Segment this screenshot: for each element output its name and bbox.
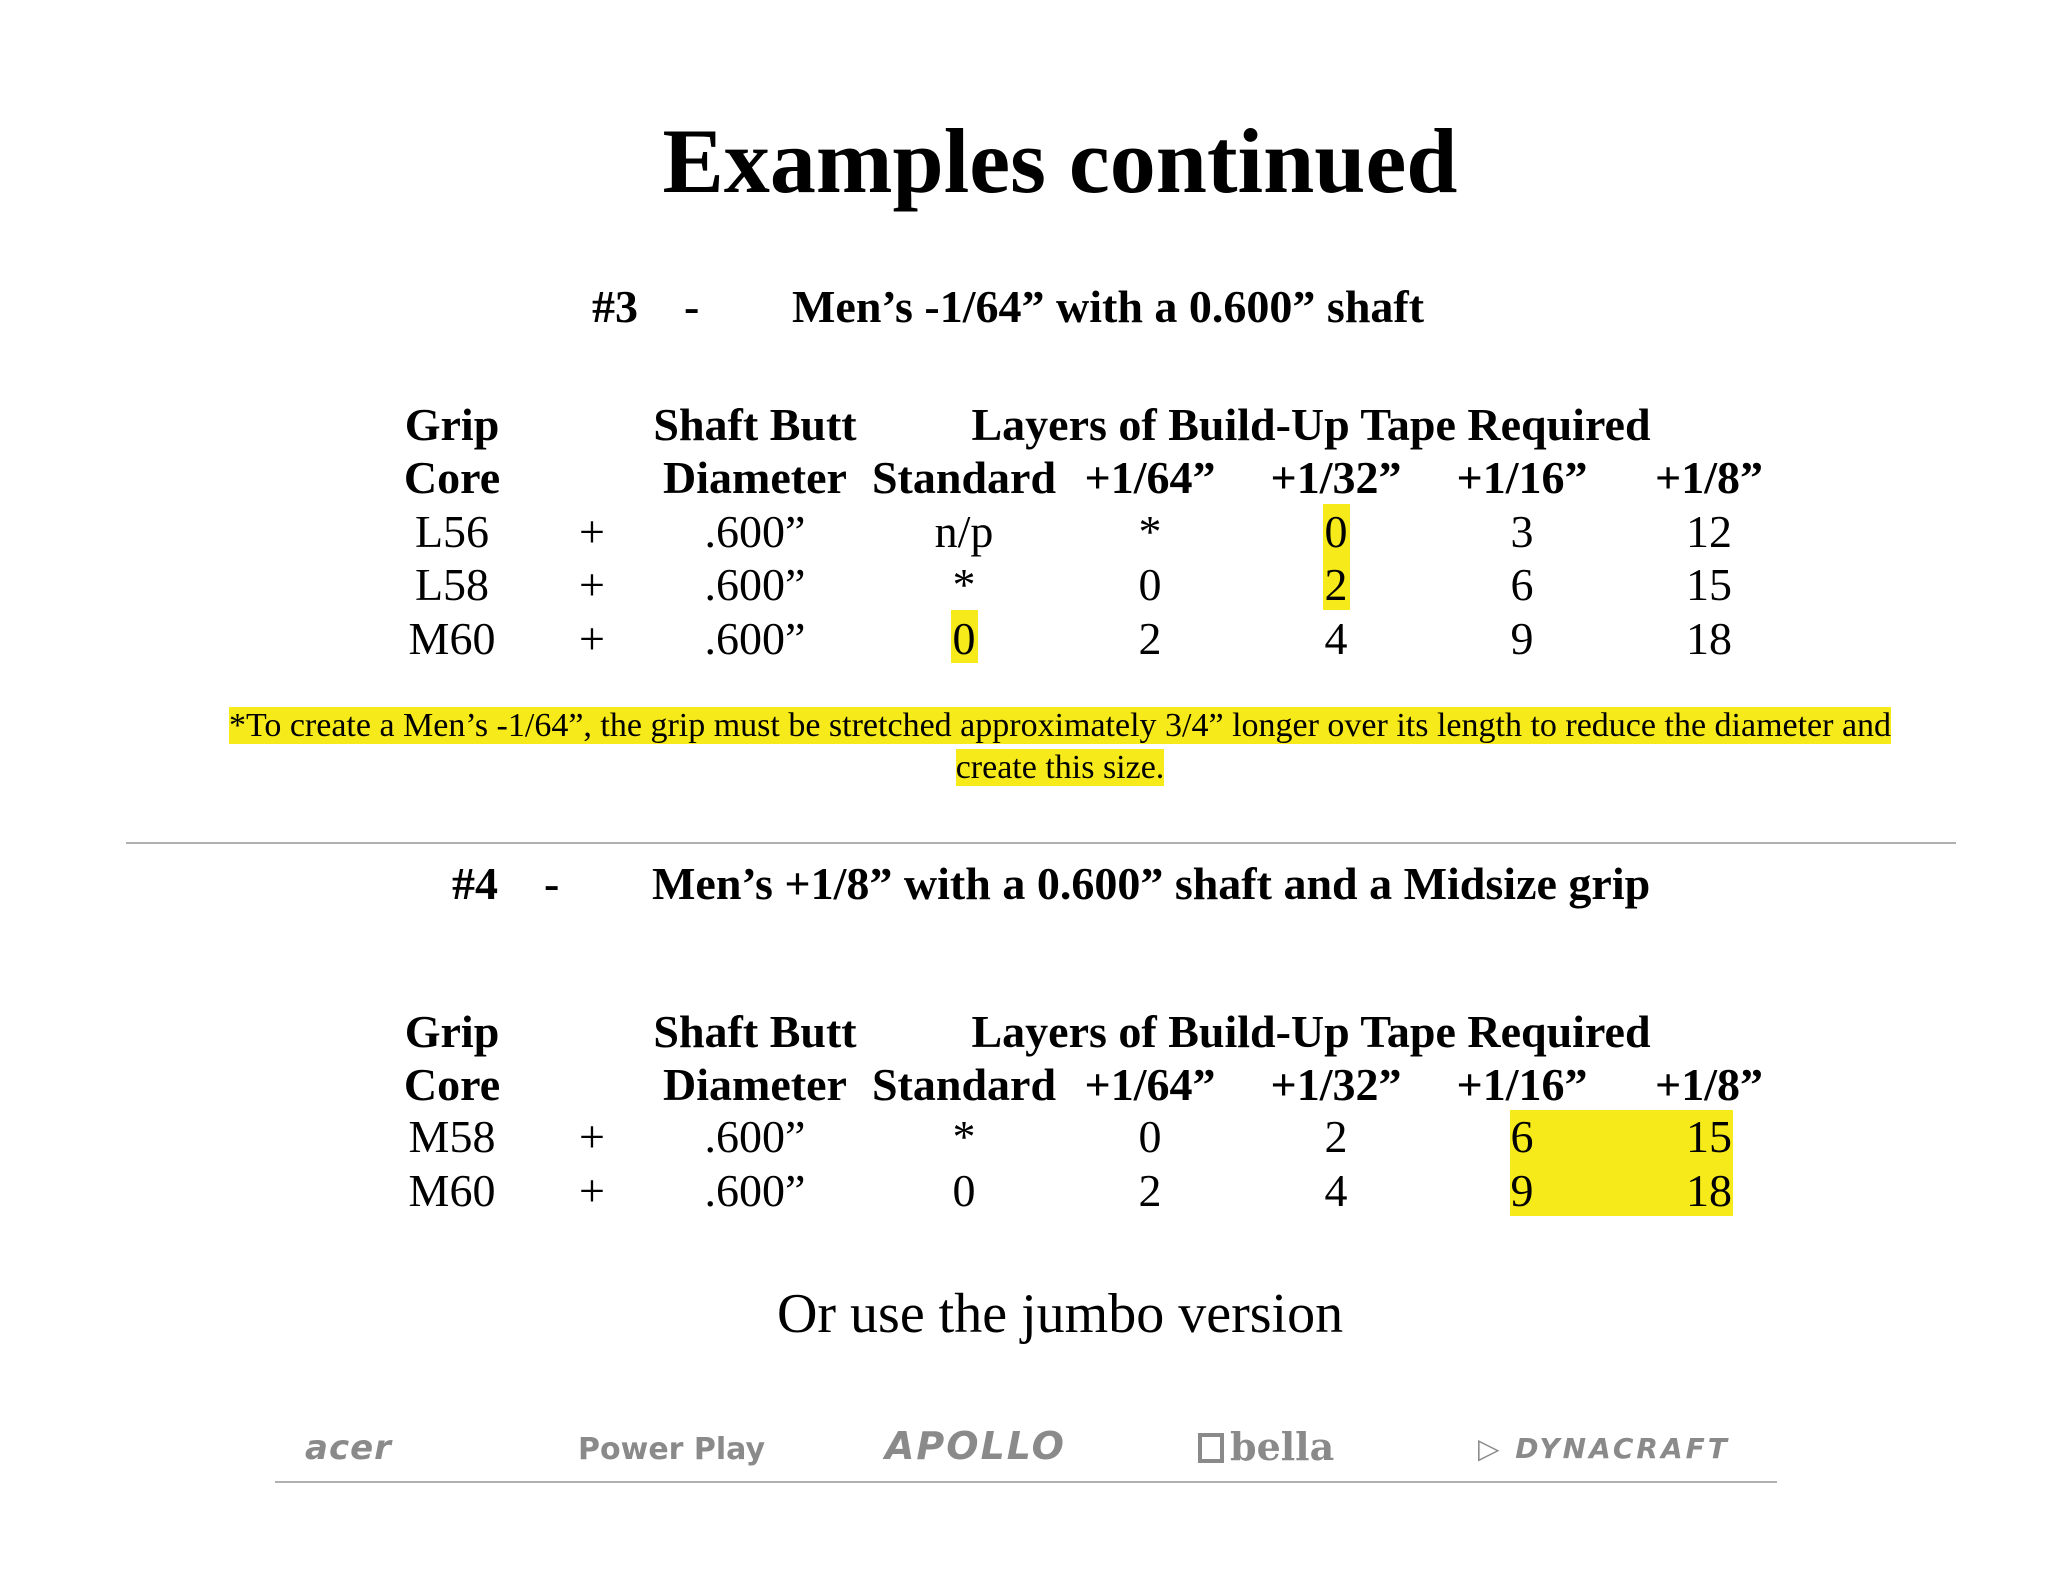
table-cell-1-32: 2 [1324,1111,1348,1162]
stretch-note-line-1: *To create a Men’s -1/64”, the grip must be stretched approximately 3/4” longer over its length to reduce the diameter and [228,707,1892,744]
header-plus-1-32: +1/32” [1270,1059,1402,1110]
header-diameter: Diameter [663,1059,847,1110]
stretch-note-line-2: create this size. [955,749,1165,786]
table-cell-1-32: 4 [1324,1165,1348,1216]
table-cell-1-16: 3 [1510,506,1534,557]
table-cell-1-64: 2 [1138,613,1162,664]
dynacraft-arrow-icon: ▷ [1478,1432,1503,1465]
table-cell-diameter: .600” [704,506,806,557]
table-cell-standard: n/p [934,506,994,557]
stretch-note [0,705,2048,789]
table-cell-diameter: .600” [704,1165,806,1216]
table-cell-1-64: 2 [1138,1165,1162,1216]
header-grip: Grip [404,1006,500,1057]
header-plus-1-32: +1/32” [1270,452,1402,503]
table-cell-1-16: 9 [1510,1165,1534,1216]
header-standard: Standard [871,452,1057,503]
header-layers: Layers of Build-Up Tape Required [971,1006,1651,1057]
table-cell-core: M60 [408,613,496,664]
bella-logo-text: bella [1230,1424,1335,1469]
dynacraft-logo-text: DYNACRAFT [1515,1432,1730,1465]
table-cell-plus: + [579,506,605,557]
table-cell-core: M60 [408,1165,496,1216]
header-core: Core [403,1059,501,1110]
table-cell-1-8: 18 [1686,613,1732,664]
example-3-dash: - [684,281,700,332]
header-diameter: Diameter [663,452,847,503]
apollo-logo: APOLLO [885,1424,1066,1468]
bella-square-icon [1198,1433,1224,1463]
header-grip: Grip [404,399,500,450]
header-plus-1-8: +1/8” [1655,1059,1763,1110]
table-cell-standard: * [952,559,976,610]
table-cell-standard: 0 [952,1165,976,1216]
table-cell-1-16: 9 [1510,613,1534,664]
table-cell-plus: + [579,559,605,610]
table-cell-core: L56 [414,506,490,557]
header-shaft-butt: Shaft Butt [653,399,857,450]
table-cell-core: M58 [408,1111,496,1162]
header-plus-1-16: +1/16” [1456,1059,1588,1110]
header-plus-1-64: +1/64” [1084,452,1216,503]
table-cell-standard: 0 [952,613,976,664]
header-plus-1-64: +1/64” [1084,1059,1216,1110]
table-cell-plus: + [579,613,605,664]
acer-logo: acer [305,1428,392,1468]
example-3-description: Men’s -1/64” with a 0.600” shaft [792,281,1425,332]
table-cell-1-32: 2 [1324,559,1348,610]
table-cell-1-8: 12 [1686,506,1732,557]
table-cell-1-32: 4 [1324,613,1348,664]
table-cell-plus: + [579,1165,605,1216]
header-layers: Layers of Build-Up Tape Required [971,399,1651,450]
table-cell-1-8: 15 [1686,559,1732,610]
example-4-number: #4 [452,858,498,909]
dynacraft-logo [1478,1432,1730,1465]
header-core: Core [403,452,501,503]
page-title: Examples continued [662,110,1458,212]
header-standard: Standard [871,1059,1057,1110]
table-cell-core: L58 [414,559,490,610]
table-cell-1-32: 0 [1324,506,1348,557]
table-cell-1-8: 18 [1686,1165,1732,1216]
header-shaft-butt: Shaft Butt [653,1006,857,1057]
table-cell-1-16: 6 [1510,1111,1534,1162]
table-cell-1-16: 6 [1510,559,1534,610]
table-cell-diameter: .600” [704,613,806,664]
powerplay-logo: Power Play [578,1432,766,1467]
table-cell-plus: + [579,1111,605,1162]
header-plus-1-8: +1/8” [1655,452,1763,503]
jumbo-version-text: Or use the jumbo version [776,1283,1344,1345]
table-cell-diameter: .600” [704,1111,806,1162]
table-cell-diameter: .600” [704,559,806,610]
section-divider [126,842,1956,844]
table-cell-1-8: 15 [1686,1111,1732,1162]
example-4-description: Men’s +1/8” with a 0.600” shaft and a Midsize grip [652,858,1651,909]
table-cell-standard: * [952,1111,976,1162]
table-cell-1-64: 0 [1138,559,1162,610]
example-4-dash: - [544,858,560,909]
logos-baseline-rule [275,1481,1777,1483]
example-3-number: #3 [592,281,638,332]
header-plus-1-16: +1/16” [1456,452,1588,503]
table-cell-1-64: * [1138,506,1162,557]
table-cell-1-64: 0 [1138,1111,1162,1162]
bella-logo [1198,1424,1334,1469]
